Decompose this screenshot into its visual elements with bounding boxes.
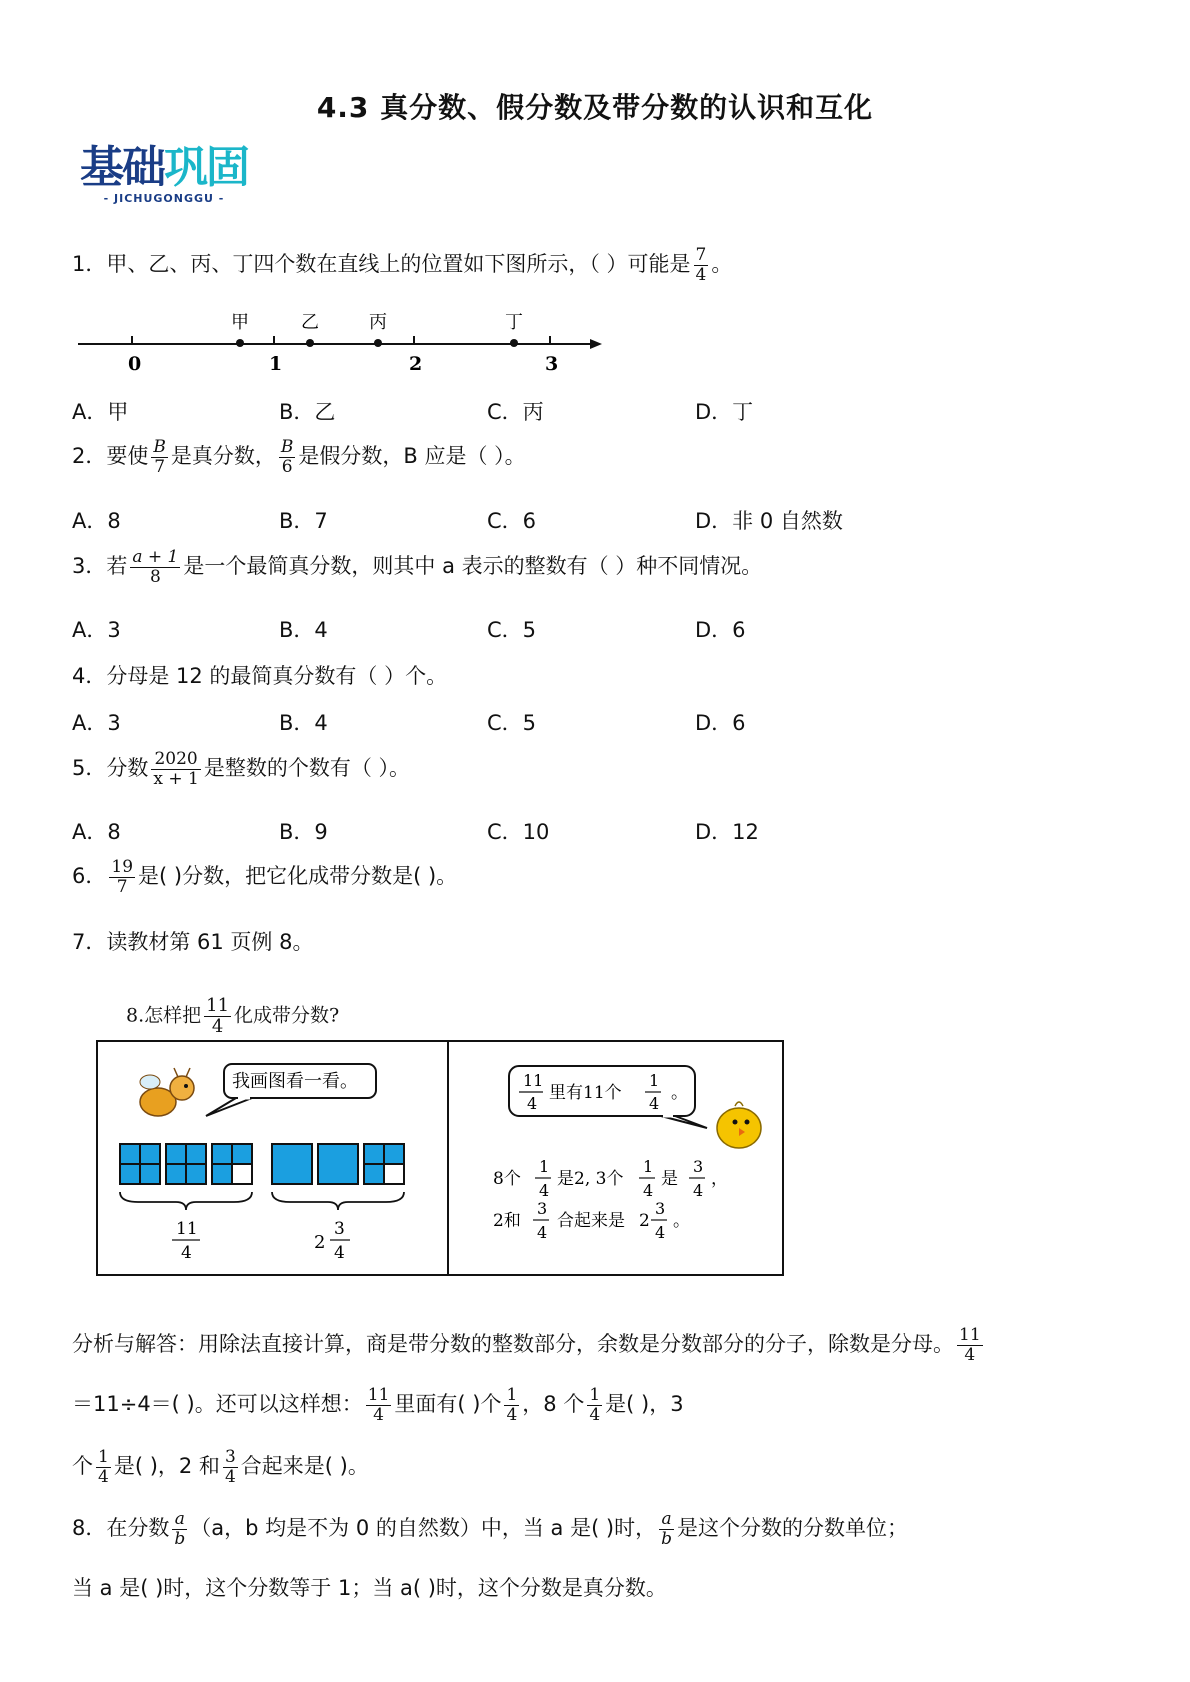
q5-option-a[interactable]: A．8 <box>72 820 121 844</box>
q1-text: 1．甲、乙、丙、丁四个数在直线上的位置如下图所示，（ ）可能是 <box>72 252 691 277</box>
q5-option-b[interactable]: B．9 <box>279 820 328 844</box>
tick-label-1: 1 <box>269 353 283 375</box>
question-8-line-2: 当 a 是( )时，这个分数等于 1；当 a( )时，这个分数是真分数。 <box>72 1576 667 1600</box>
chick-icon <box>717 1102 761 1148</box>
svg-text:3: 3 <box>537 1199 548 1218</box>
tick-label-3: 3 <box>545 353 559 375</box>
point-jia <box>236 339 244 347</box>
point-label-yi: 乙 <box>301 312 319 333</box>
analysis-line-1: 分析与解答：用除法直接计算，商是带分数的整数部分，余数是分数部分的分子，除数是分母。 $\frac{11}{4}$ <box>72 1325 981 1365</box>
q5-option-c[interactable]: C．10 <box>487 820 550 844</box>
svg-text:1: 1 <box>649 1071 660 1090</box>
q2-option-d[interactable]: D．非 0 自然数 <box>695 509 843 533</box>
q1-option-a[interactable]: A．甲 <box>72 400 129 424</box>
analysis-line-2: ＝11÷4＝( )。还可以这样想： $\frac{11}{4}$ 里面有( )个 $\frac{1}{4}$ ，8 个 $\frac{1}{4}$ 是( )，3 <box>72 1385 684 1425</box>
logo-text-1: 基础 <box>80 142 164 193</box>
q3-option-b[interactable]: B．4 <box>279 618 328 642</box>
svg-text:2和: 2和 <box>493 1211 521 1231</box>
question-4: 4．分母是 12 的最简真分数有（ ）个。 <box>72 664 448 688</box>
svg-text:1: 1 <box>539 1157 550 1176</box>
right-label-den: 4 <box>334 1243 345 1263</box>
svg-text:1: 1 <box>643 1157 654 1176</box>
question-8: 8．在分数 $\frac{a}{b}$ （a，b 均是不为 0 的自然数）中，当 a 是( )时， $\frac{a}{b}$ 是这个分数的分数单位； <box>72 1509 909 1549</box>
question-1: 1．甲、乙、丙、丁四个数在直线上的位置如下图所示，（ ）可能是 $\frac{7}{4}$ 。 <box>72 245 733 285</box>
point-label-bing: 丙 <box>369 312 387 333</box>
page-title: 4.3 真分数、假分数及带分数的认识和互化 <box>316 91 874 124</box>
figure-title: 8.怎样把 $\frac{11}{4}$ 化成带分数? <box>126 995 340 1037</box>
left-label-den: 4 <box>181 1243 192 1263</box>
q2-fraction-2: $\frac{B}{6}$ <box>280 437 294 477</box>
svg-text:，: ， <box>711 1169 728 1189</box>
q6-fraction: $\frac{19}{7}$ <box>111 857 134 897</box>
svg-text:8个: 8个 <box>493 1169 521 1189</box>
left-bubble-text: 我画图看一看。 <box>232 1071 358 1092</box>
q4-option-a[interactable]: A．3 <box>72 711 121 735</box>
q1-option-c[interactable]: C．丙 <box>487 400 544 424</box>
q3-fraction: $\frac{a + 1}{8}$ <box>132 547 179 587</box>
question-2: 2．要使 $\frac{B}{7}$ 是真分数， $\frac{B}{6}$ 是假分数，B 应是（ ）。 <box>72 437 526 477</box>
left-label-num: 11 <box>176 1219 198 1239</box>
question-5: 5．分数 $\frac{2020}{x + 1}$ 是整数的个数有（ ）。 <box>72 749 411 789</box>
q1-option-d[interactable]: D．丁 <box>695 400 754 424</box>
point-label-jia: 甲 <box>231 312 249 333</box>
right-label-whole: 2 <box>314 1232 326 1253</box>
q2-option-b[interactable]: B．7 <box>279 509 328 533</box>
tick-label-0: 0 <box>128 353 142 375</box>
svg-text:3: 3 <box>693 1157 704 1176</box>
question-7: 7．读教材第 61 页例 8。 <box>72 930 314 954</box>
svg-text:是2, 3个: 是2, 3个 <box>557 1169 624 1189</box>
point-label-ding: 丁 <box>505 312 523 333</box>
right-panel-drawing <box>449 1042 782 1274</box>
question-3: 3．若 $\frac{a + 1}{8}$ 是一个最简真分数，则其中 a 表示的整数有（ ）种不同情况。 <box>72 547 763 587</box>
point-bing <box>374 339 382 347</box>
q5-option-d[interactable]: D．12 <box>695 820 759 844</box>
q4-option-c[interactable]: C．5 <box>487 711 537 735</box>
logo-text-2: 巩固 <box>164 142 248 193</box>
q2-option-a[interactable]: A．8 <box>72 509 121 533</box>
q1-option-b[interactable]: B．乙 <box>279 400 336 424</box>
right-brace <box>272 1192 404 1210</box>
svg-text:4: 4 <box>537 1223 548 1242</box>
number-line <box>72 306 612 376</box>
q4-option-b[interactable]: B．4 <box>279 711 328 735</box>
point-ding <box>510 339 518 347</box>
svg-text:4: 4 <box>649 1094 660 1113</box>
right-label-num: 3 <box>334 1219 345 1239</box>
q2-fraction-1: $\frac{B}{7}$ <box>153 437 166 477</box>
q3-option-a[interactable]: A．3 <box>72 618 121 642</box>
analysis-line-3: 个 $\frac{1}{4}$ 是( )，2 和 $\frac{3}{4}$ 合起来是( )。 <box>72 1447 369 1487</box>
q2-option-c[interactable]: C．6 <box>487 509 537 533</box>
svg-text:。: 。 <box>673 1211 690 1231</box>
svg-text:4: 4 <box>643 1181 654 1200</box>
q1-fraction: $\frac{7}{4}$ <box>695 245 707 285</box>
bee-icon <box>140 1068 194 1116</box>
svg-text:3: 3 <box>655 1199 666 1218</box>
svg-text:合起来是: 合起来是 <box>557 1211 625 1231</box>
number-line-arrow <box>590 339 602 349</box>
grid-group-right <box>272 1144 404 1184</box>
q5-fraction: $\frac{2020}{x + 1}$ <box>153 749 199 789</box>
question-6: 6． $\frac{19}{7}$ 是( )分数，把它化成带分数是( )。 <box>72 857 458 897</box>
svg-text:2: 2 <box>639 1211 650 1231</box>
q4-option-d[interactable]: D．6 <box>695 711 746 735</box>
grid-group-left <box>120 1144 252 1184</box>
q3-option-c[interactable]: C．5 <box>487 618 537 642</box>
left-brace <box>120 1192 252 1210</box>
q3-option-d[interactable]: D．6 <box>695 618 746 642</box>
right-bubble-text: 里有11个 <box>549 1083 622 1103</box>
svg-text:4: 4 <box>655 1223 666 1242</box>
tick-label-2: 2 <box>409 353 423 375</box>
svg-text:4: 4 <box>527 1094 538 1113</box>
svg-text:。: 。 <box>671 1083 688 1103</box>
section-logo <box>80 142 248 205</box>
svg-text:是: 是 <box>661 1169 678 1189</box>
point-yi <box>306 339 314 347</box>
svg-text:4: 4 <box>539 1181 550 1200</box>
logo-subtext: - JICHUGONGGU - <box>103 192 225 205</box>
textbook-example-figure <box>96 1040 784 1276</box>
svg-text:11: 11 <box>523 1071 544 1090</box>
left-panel-drawing <box>98 1042 447 1274</box>
svg-text:4: 4 <box>693 1181 704 1200</box>
